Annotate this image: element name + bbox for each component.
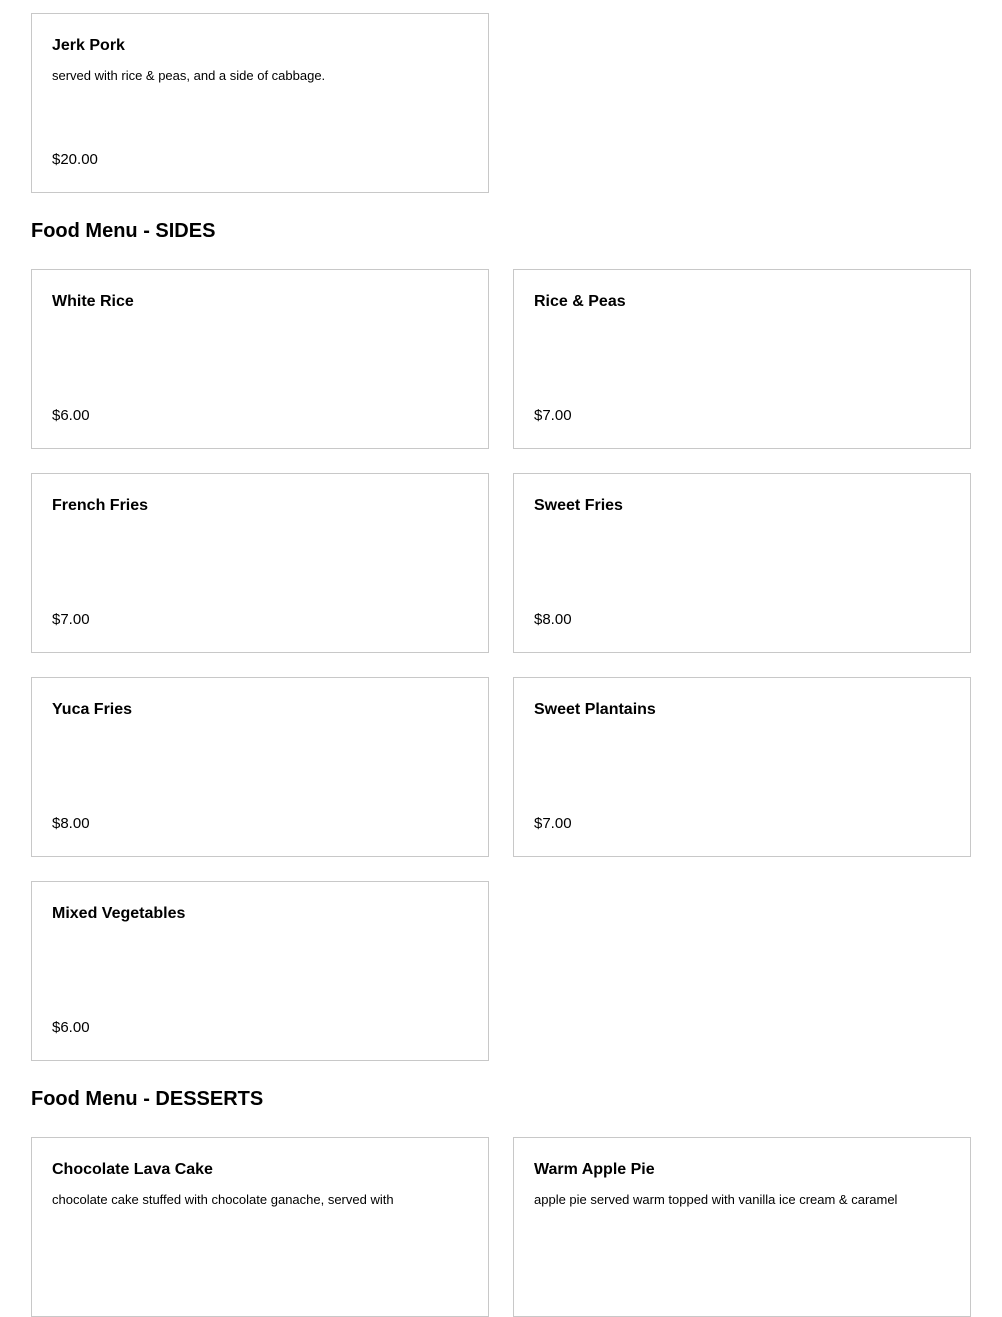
menu-item-price: $7.00 xyxy=(52,611,90,628)
menu-item-price: $8.00 xyxy=(52,815,90,832)
menu-item-card[interactable] xyxy=(31,473,489,653)
menu-item-name: Sweet Fries xyxy=(534,497,623,514)
menu-item-price: $7.00 xyxy=(534,815,572,832)
menu-item-card[interactable] xyxy=(31,881,489,1061)
menu-item-card[interactable] xyxy=(31,1137,489,1317)
menu-item-name: French Fries xyxy=(52,497,149,514)
mains-grid xyxy=(31,13,971,193)
menu-item-name: Mixed Vegetables xyxy=(52,905,186,922)
menu-item-price: $6.00 xyxy=(52,1019,90,1036)
menu-item-price: $6.00 xyxy=(52,407,90,424)
menu-item-name: Warm Apple Pie xyxy=(534,1161,655,1178)
menu-item-name: White Rice xyxy=(52,293,134,310)
menu-item-price: $20.00 xyxy=(52,151,98,168)
menu-item-price: $7.00 xyxy=(534,407,572,424)
menu-item-card[interactable] xyxy=(513,1137,971,1317)
menu-item-price: $8.00 xyxy=(534,611,572,628)
menu-item-card[interactable] xyxy=(31,269,489,449)
desserts-grid xyxy=(31,1137,971,1317)
menu-item-name: Chocolate Lava Cake xyxy=(52,1161,213,1178)
menu-item-card[interactable] xyxy=(513,269,971,449)
section-title-desserts: Food Menu - DESSERTS xyxy=(31,1088,264,1110)
menu-item-name: Rice & Peas xyxy=(534,293,626,310)
menu-item-card[interactable] xyxy=(513,473,971,653)
menu-item-card[interactable] xyxy=(31,677,489,857)
menu-item-card[interactable] xyxy=(513,677,971,857)
menu-item-description: apple pie served warm topped with vanilla ice cream & caramel xyxy=(534,1192,898,1207)
section-title-sides: Food Menu - SIDES xyxy=(31,220,216,242)
menu-item-name: Sweet Plantains xyxy=(534,701,656,718)
menu-item-name: Jerk Pork xyxy=(52,37,125,54)
menu-page xyxy=(31,13,971,1317)
menu-item-name: Yuca Fries xyxy=(52,701,133,718)
menu-item-card[interactable] xyxy=(31,13,489,193)
menu-item-description: served with rice & peas, and a side of cabbage. xyxy=(52,68,326,83)
menu-item-description: chocolate cake stuffed with chocolate ganache, served with xyxy=(52,1192,394,1207)
sides-grid xyxy=(31,269,971,1061)
